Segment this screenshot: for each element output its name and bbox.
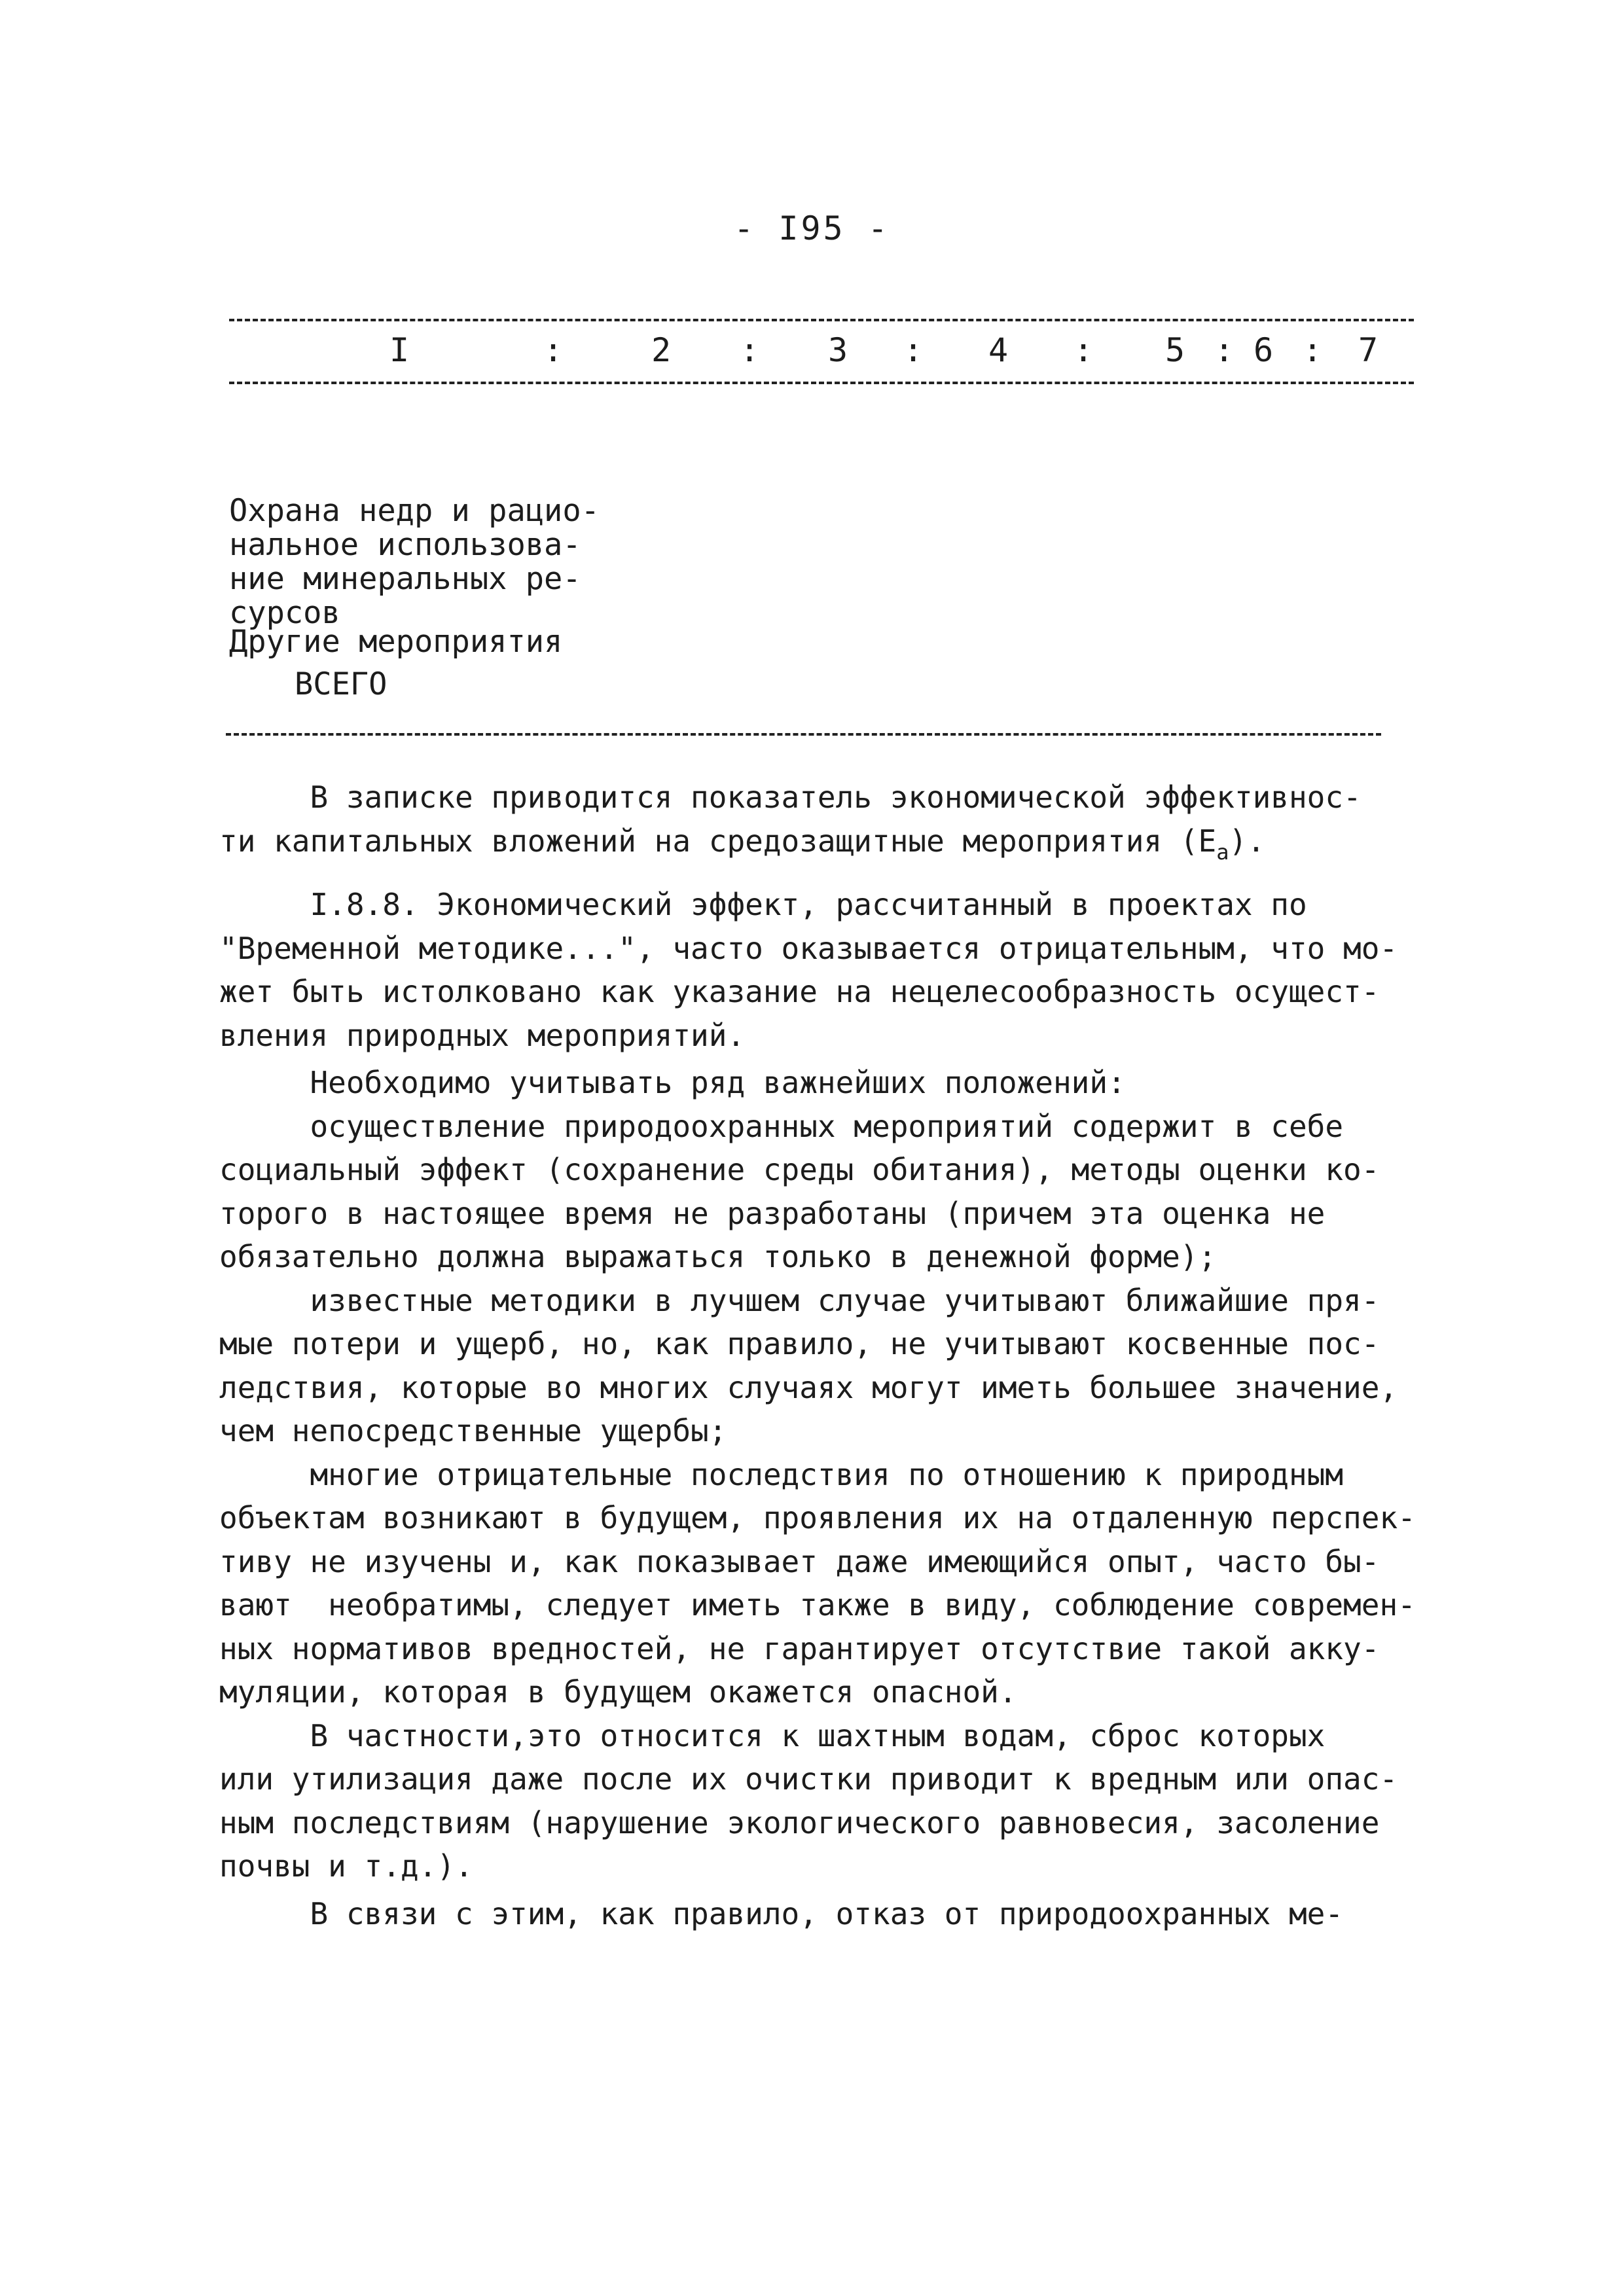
table-total-label: ВСЕГО [295,666,388,702]
column-number-4: 4 [988,331,1009,369]
column-separator: : [740,331,760,369]
body-text [219,776,1416,1935]
paragraph: Необходимо учитывать ряд важнейших положений: [219,1065,1126,1100]
column-separator: : [1074,331,1094,369]
column-number-3: 3 [828,331,848,369]
paragraph: многие отрицательные последствия по отношению к природным объектам возникают в будущем, проявления их на отдаленную перспек- тиву не изучены и, как показывает даже имеющийся опыт, часто бы- вают необратимы, следует иметь также в виду, соблюдение современ- ных нормативов вредностей, не гарантирует отсутствие такой акку- муляции, которая в будущем окажется опасной. [219,1456,1416,1710]
column-number-7: 7 [1358,331,1379,369]
paragraph [219,776,1398,874]
column-number-2: 2 [651,331,672,369]
paragraph: В частности,это относится к шахтным водам, сброс которых или утилизация даже после их очистки приводит к вредным или опас- ным последствиям (нарушение экологического равновесия, засоление почвы и т.д.). [219,1717,1398,1884]
column-separator: : [903,331,924,369]
table-row-label: Другие мероприятия [229,624,563,660]
column-separator: : [1214,331,1235,369]
table-row-label: Охрана недр и рацио- нальное использова- ние минеральных ре- сурсов [229,493,600,631]
page-number: - I95 - [734,209,890,247]
paragraph: I.8.8. Экономический эффект, рассчитанный в проектах по "Временной методике...", часто оказывается отрицательным, что мо- жет быть истолковано как указание на нецелесообразность осущест- вления природных мероприятий. [219,887,1398,1053]
paragraph: В связи с этим, как правило, отказ от природоохранных ме- [219,1895,1344,1931]
text-line-end: ). [1229,823,1265,859]
table-top-rule [229,319,1414,321]
table-bottom-rule [226,733,1381,736]
paragraph: осуществление природоохранных мероприятий содержит в себе социальный эффект (сохранение среды обитания), методы оценки ко- торого в настоящее время не разработаны (причем эта оценка не обязательно должна выражаться только в денежной форме); [219,1108,1380,1274]
column-separator: : [1303,331,1323,369]
subscript: a [1216,839,1229,865]
column-separator: : [543,331,564,369]
paragraph: известные методики в лучшем случае учитывают ближайшие пря- мые потери и ущерб, но, как правило, не учитывают косвенные пос- ледствия, которые во многих случаях могут иметь большее значение, чем непосредственные ущербы; [219,1282,1398,1448]
column-number-6: 6 [1254,331,1274,369]
column-number-5: 5 [1165,331,1185,369]
column-number-1: I [389,331,410,369]
text-line: В записке приводится показатель экономической эффективнос- [219,780,1362,815]
table-header-rule [229,382,1414,384]
text-line: ти капитальных вложений на средозащитные мероприятия (E [219,823,1217,859]
